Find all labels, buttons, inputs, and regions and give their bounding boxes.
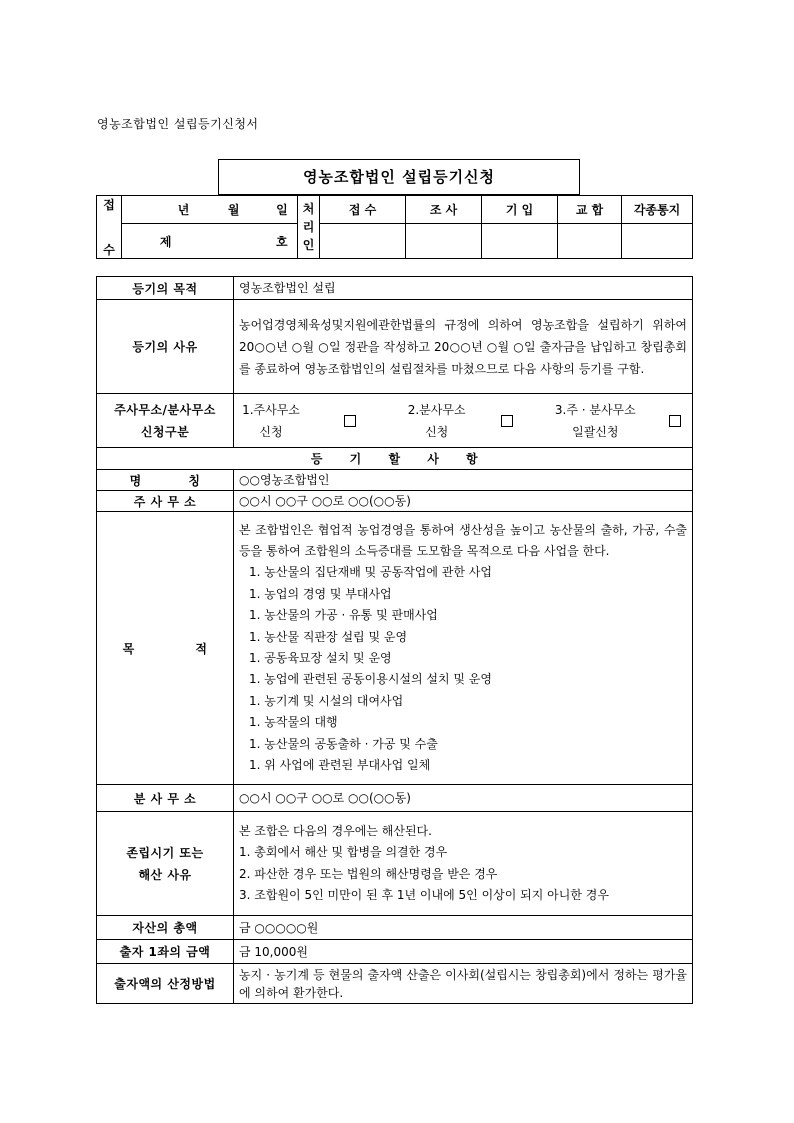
- dissolution-item: 1. 총회에서 해산 및 합병을 의결한 경우: [239, 845, 448, 859]
- objective-items: [239, 562, 687, 776]
- option-bulk-line1: 3.주 · 분사무소: [554, 402, 636, 417]
- checkbox-bulk[interactable]: [669, 415, 681, 427]
- col-inspection: 조 사: [406, 196, 482, 224]
- option-bulk-line2: 일괄신청: [572, 424, 619, 439]
- cell-entry-sign[interactable]: [482, 224, 558, 259]
- option-branch-office-line1: 2.분사무소: [407, 402, 466, 417]
- main-table: [96, 276, 693, 1004]
- main-office-value[interactable]: ○○시 ○○구 ○○로 ○○(○○동): [234, 491, 693, 512]
- section-header: 등 기 할 사 항: [97, 448, 693, 470]
- option-bulk: [545, 399, 645, 443]
- receipt-label-top: 접: [97, 196, 122, 224]
- main-office-label: 주 사 무 소: [97, 491, 234, 512]
- dissolution-value[interactable]: [234, 812, 693, 916]
- processor-label-3: 인: [302, 238, 315, 252]
- receipt-table: [96, 195, 693, 259]
- processor-label: [298, 196, 320, 259]
- cell-inspection-sign[interactable]: [406, 224, 482, 259]
- objective-item: 1. 위 사업에 관련된 부대사업 일체: [249, 758, 431, 773]
- number-prefix: 제: [159, 234, 172, 249]
- dissolution-intro: 본 조합은 다음의 경우에는 해산된다.: [239, 823, 432, 838]
- cell-receipt-sign[interactable]: [320, 224, 406, 259]
- objective-label: 목 적: [97, 512, 234, 785]
- objective-item: 1. 농업의 경영 및 부대사업: [249, 586, 392, 601]
- purpose-label: 등기의 목적: [97, 277, 234, 300]
- objective-intro: 본 조합법인은 협업적 농업경영을 통하여 생산성을 높이고 농산물의 출하, 가공, 수출 등을 통하여 조합원의 소득증대를 도모함을 목적으로 다음 사업을 한다.: [239, 522, 687, 558]
- date-month-label: 월: [227, 203, 240, 217]
- dissolution-label-2: 해산 사유: [138, 867, 192, 882]
- receipt-label-bottom: 수: [97, 224, 122, 259]
- objective-item: 1. 농작물의 대행: [249, 715, 338, 730]
- cell-verify-sign[interactable]: [558, 224, 622, 259]
- date-day-label: 일: [276, 203, 288, 217]
- option-main-office-line1: 1.주사무소: [242, 402, 300, 417]
- branch-value[interactable]: ○○시 ○○구 ○○로 ○○(○○동): [234, 785, 693, 812]
- objective-item: 1. 농산물 직판장 설립 및 운영: [249, 629, 408, 644]
- checkbox-branch-office[interactable]: [501, 415, 513, 427]
- option-main-office-line2: 신청: [259, 424, 283, 439]
- name-value[interactable]: ○○영농조합법인: [234, 470, 693, 491]
- method-value[interactable]: 농지 · 농기계 등 현물의 출자액 산출은 이사회(설립시는 창립총회)에서 정하는 평가율에 의하여 환가한다.: [234, 964, 693, 1004]
- processor-label-1: 처: [302, 202, 315, 216]
- dissolution-label-1: 존립시기 또는: [126, 845, 204, 860]
- number-suffix: 호: [276, 234, 288, 249]
- objective-value[interactable]: [234, 512, 693, 785]
- col-entry: 기 입: [482, 196, 558, 224]
- dissolution-item: 3. 조합원이 5인 미만이 된 후 1년 이내에 5인 이상이 되지 아니한 경우: [239, 888, 609, 902]
- option-branch-office: [402, 399, 472, 443]
- reason-value[interactable]: 농어업경영체육성및지원에관한법률의 규정에 의하여 영농조합을 설립하기 위하여 20○○년 ○월 ○일 정관을 작성하고 20○○년 ○월 ○일 출자금을 납입하고 창립총회를 종료하여 영농조합법인의 설립절차를 마쳤으므로 다음 사항의 등기를 구함.: [234, 300, 693, 394]
- branch-label: 분 사 무 소: [97, 785, 234, 812]
- assets-label: 자산의 총액: [97, 916, 234, 940]
- number-field[interactable]: [122, 224, 298, 259]
- office-type-options: [234, 394, 693, 448]
- option-branch-office-line2: 신청: [425, 424, 449, 439]
- col-notices: 각종통지: [622, 196, 693, 224]
- objective-item: 1. 농업에 관련된 공동이용시설의 설치 및 운영: [249, 672, 492, 687]
- document-title: 영농조합법인 설립등기신청서: [97, 117, 259, 131]
- checkbox-main-office[interactable]: [344, 415, 356, 427]
- office-type-label: [97, 394, 234, 448]
- unit-amount-value[interactable]: 금 10,000원: [234, 940, 693, 964]
- office-type-label-2: 신청구분: [140, 424, 190, 439]
- objective-item: 1. 농산물의 가공 · 유통 및 판매사업: [249, 608, 438, 623]
- date-field[interactable]: [122, 196, 298, 224]
- objective-item: 1. 농산물의 공동출하 · 가공 및 수출: [249, 736, 438, 751]
- col-verify: 교 합: [558, 196, 622, 224]
- date-year-label: 년: [177, 203, 190, 217]
- objective-item: 1. 농산물의 집단재배 및 공동작업에 관한 사업: [249, 565, 492, 580]
- processor-label-2: 리: [302, 220, 315, 234]
- objective-item: 1. 공동육묘장 설치 및 운영: [249, 651, 392, 665]
- dissolution-label: [97, 812, 234, 916]
- assets-value[interactable]: 금 ○○○○○원: [234, 916, 693, 940]
- cell-notices-sign[interactable]: [622, 224, 693, 259]
- col-receipt: 접 수: [320, 196, 406, 224]
- option-main-office: [238, 399, 304, 443]
- dissolution-item: 2. 파산한 경우 또는 법원의 해산명령을 받은 경우: [239, 866, 498, 881]
- reason-label: 등기의 사유: [97, 300, 234, 394]
- form-title: 영농조합법인 설립등기신청: [218, 159, 580, 195]
- unit-amount-label: 출자 1좌의 금액: [97, 940, 234, 964]
- method-label: 출자액의 산정방법: [97, 964, 234, 1004]
- objective-item: 1. 농기계 및 시설의 대여사업: [249, 693, 404, 708]
- name-label: 명 칭: [97, 470, 234, 491]
- office-type-label-1: 주사무소/분사무소: [114, 402, 216, 417]
- purpose-value[interactable]: 영농조합법인 설립: [234, 277, 693, 300]
